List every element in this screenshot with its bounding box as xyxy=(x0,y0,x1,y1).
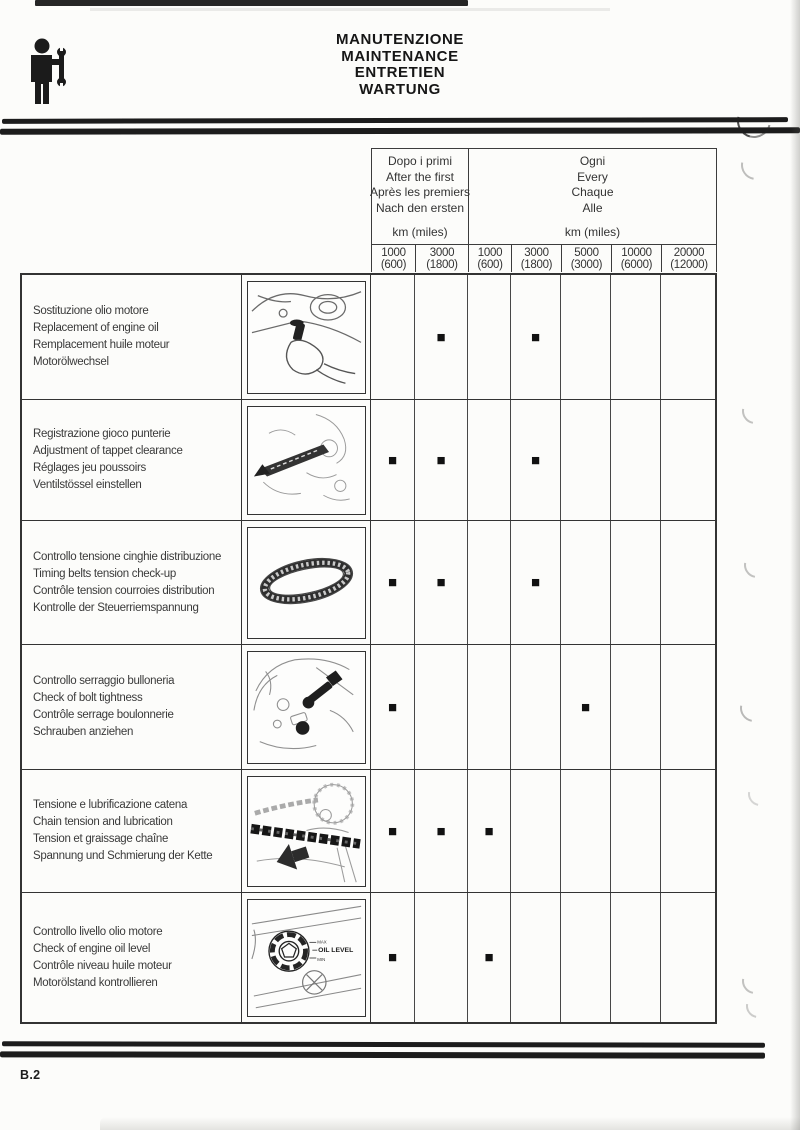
interval-cell xyxy=(468,521,511,644)
top-rule-upper xyxy=(2,117,788,124)
interval-cell xyxy=(511,770,561,892)
interval-cell xyxy=(611,521,661,644)
task-image-cell xyxy=(242,645,371,769)
interval-cell xyxy=(561,770,611,892)
column-header-1000-every: 1000 (600) xyxy=(469,245,512,272)
bolt-tightness-illustration xyxy=(247,651,366,764)
interval-cell xyxy=(661,521,715,644)
interval-cell xyxy=(468,275,511,399)
table-row-engine-oil-level xyxy=(22,893,715,1022)
interval-cell xyxy=(415,893,468,1022)
interval-cell xyxy=(611,645,661,769)
tappet-clearance-illustration xyxy=(247,406,366,515)
interval-cell xyxy=(468,645,511,769)
engine-oil-drain-illustration xyxy=(247,281,366,394)
table-row-tappet-clearance xyxy=(22,400,715,521)
page-number: B.2 xyxy=(20,1068,41,1082)
column-header-5000-every: 5000 (3000) xyxy=(562,245,612,272)
interval-cell xyxy=(561,400,611,520)
interval-cell xyxy=(661,770,715,892)
every-italian: Ogni xyxy=(579,154,606,168)
column-header-10000-every: 10000 (6000) xyxy=(612,245,662,272)
title-line-italian: MANUTENZIONE xyxy=(335,31,465,48)
every-english: Every xyxy=(577,169,608,184)
interval-cell xyxy=(371,275,415,399)
interval-cell: ■ xyxy=(468,770,511,892)
after-first-english: After the first xyxy=(385,169,455,184)
interval-cell: ■ xyxy=(415,400,468,520)
column-header-3000-first: 3000 (1800) xyxy=(416,245,469,272)
interval-cell: ■ xyxy=(561,645,611,769)
interval-cell xyxy=(611,275,661,399)
interval-cell xyxy=(661,275,715,399)
task-description: Tensione e lubrificazione catena Chain tension and lubrication Tension et graissage chaîne Spannung und Schmierung der Kette xyxy=(22,770,242,892)
interval-cell xyxy=(511,893,561,1022)
bottom-rule-lower xyxy=(0,1051,765,1058)
interval-cell xyxy=(561,521,611,644)
svg-text:MIN: MIN xyxy=(316,956,325,962)
interval-cell xyxy=(511,645,561,769)
task-image-cell xyxy=(242,521,371,644)
interval-cell xyxy=(611,893,661,1022)
after-first-german: Nach den ersten xyxy=(375,200,465,215)
timing-belt-illustration xyxy=(247,527,366,639)
interval-cell xyxy=(661,893,715,1022)
schedule-table xyxy=(20,273,717,1024)
interval-cell: ■ xyxy=(415,770,468,892)
after-first-italian: Dopo i primi xyxy=(387,154,453,168)
task-image-cell xyxy=(242,770,371,892)
interval-cell: ■ xyxy=(415,521,468,644)
bottom-rule-upper xyxy=(2,1041,765,1048)
binder-hole-artifact xyxy=(735,144,777,186)
column-header-3000-every: 3000 (1800) xyxy=(512,245,562,272)
interval-cell: ■ xyxy=(511,275,561,399)
interval-cell: ■ xyxy=(511,400,561,520)
svg-text:MAX: MAX xyxy=(316,938,327,944)
title-line-german: WARTUNG xyxy=(359,80,441,98)
task-image-cell xyxy=(242,275,371,399)
interval-cell xyxy=(661,645,715,769)
interval-cell: ■ xyxy=(371,400,415,520)
interval-cell: ■ xyxy=(468,893,511,1022)
column-header-20000-every: 20000 (12000) xyxy=(670,246,708,271)
chain-lubrication-illustration xyxy=(247,776,366,887)
schedule-header xyxy=(371,148,717,272)
after-first-french: Après les premiers xyxy=(369,185,471,199)
table-row-bolt-tightness xyxy=(22,645,715,770)
page-edge-shadow xyxy=(790,0,800,1130)
every-german: Alle xyxy=(582,200,603,215)
interval-cell: ■ xyxy=(371,521,415,644)
top-rule-lower xyxy=(0,127,800,134)
after-first-unit: km (miles) xyxy=(392,225,448,239)
interval-cell xyxy=(561,275,611,399)
interval-cell: ■ xyxy=(511,521,561,644)
interval-cell: ■ xyxy=(371,893,415,1022)
interval-cell xyxy=(611,770,661,892)
title-line-english: MAINTENANCE xyxy=(341,47,459,65)
binder-hole-artifact xyxy=(737,963,773,999)
interval-columns-header xyxy=(372,244,716,272)
interval-cell xyxy=(611,400,661,520)
table-row-engine-oil-replacement xyxy=(22,275,715,400)
task-image-cell xyxy=(242,893,371,1022)
interval-cell: ■ xyxy=(371,645,415,769)
task-description: Controllo livello olio motore Check of engine oil level Contrôle niveau huile moteur Motorölstand kontrollieren xyxy=(22,893,242,1022)
binder-hole-artifact xyxy=(743,777,776,810)
oil-level-sight-glass-illustration xyxy=(247,899,366,1017)
task-image-cell xyxy=(242,400,371,520)
interval-cell xyxy=(561,893,611,1022)
top-edge-bar xyxy=(35,0,468,6)
binder-hole-artifact xyxy=(741,989,774,1022)
task-description: Registrazione gioco punterie Adjustment of tappet clearance Réglages jeu poussoirs Ventilstössel einstellen xyxy=(22,400,242,520)
svg-text:OIL LEVEL: OIL LEVEL xyxy=(317,946,353,954)
after-first-header xyxy=(369,149,471,244)
every-unit: km (miles) xyxy=(564,225,621,239)
task-description: Controllo tensione cinghie distribuzione Timing belts tension check-up Contrôle tension courroies distribution Kontrolle der Steuerriemspannung xyxy=(22,521,242,644)
top-edge-shadow xyxy=(90,8,610,11)
every-french: Chaque xyxy=(571,185,614,199)
binder-hole-artifact xyxy=(735,689,774,728)
binder-hole-artifact xyxy=(739,547,775,583)
interval-cell: ■ xyxy=(371,770,415,892)
title-line-french: ENTRETIEN xyxy=(354,64,446,81)
table-row-timing-belt-tension xyxy=(22,521,715,645)
interval-cell xyxy=(415,645,468,769)
binder-hole-artifact xyxy=(737,393,773,429)
page-title xyxy=(0,32,800,98)
column-header-1000-first: 1000 (600) xyxy=(372,245,416,272)
interval-cell xyxy=(468,400,511,520)
interval-cell: ■ xyxy=(415,275,468,399)
every-header xyxy=(469,149,716,244)
table-row-chain-tension xyxy=(22,770,715,893)
bottom-edge-shadow xyxy=(100,1117,800,1130)
interval-cell xyxy=(661,400,715,520)
task-description: Controllo serraggio bulloneria Check of bolt tightness Contrôle serrage boulonnerie Schrauben anziehen xyxy=(22,645,242,769)
task-description: Sostituzione olio motore Replacement of engine oil Remplacement huile moteur Motorölwechsel xyxy=(22,275,242,399)
